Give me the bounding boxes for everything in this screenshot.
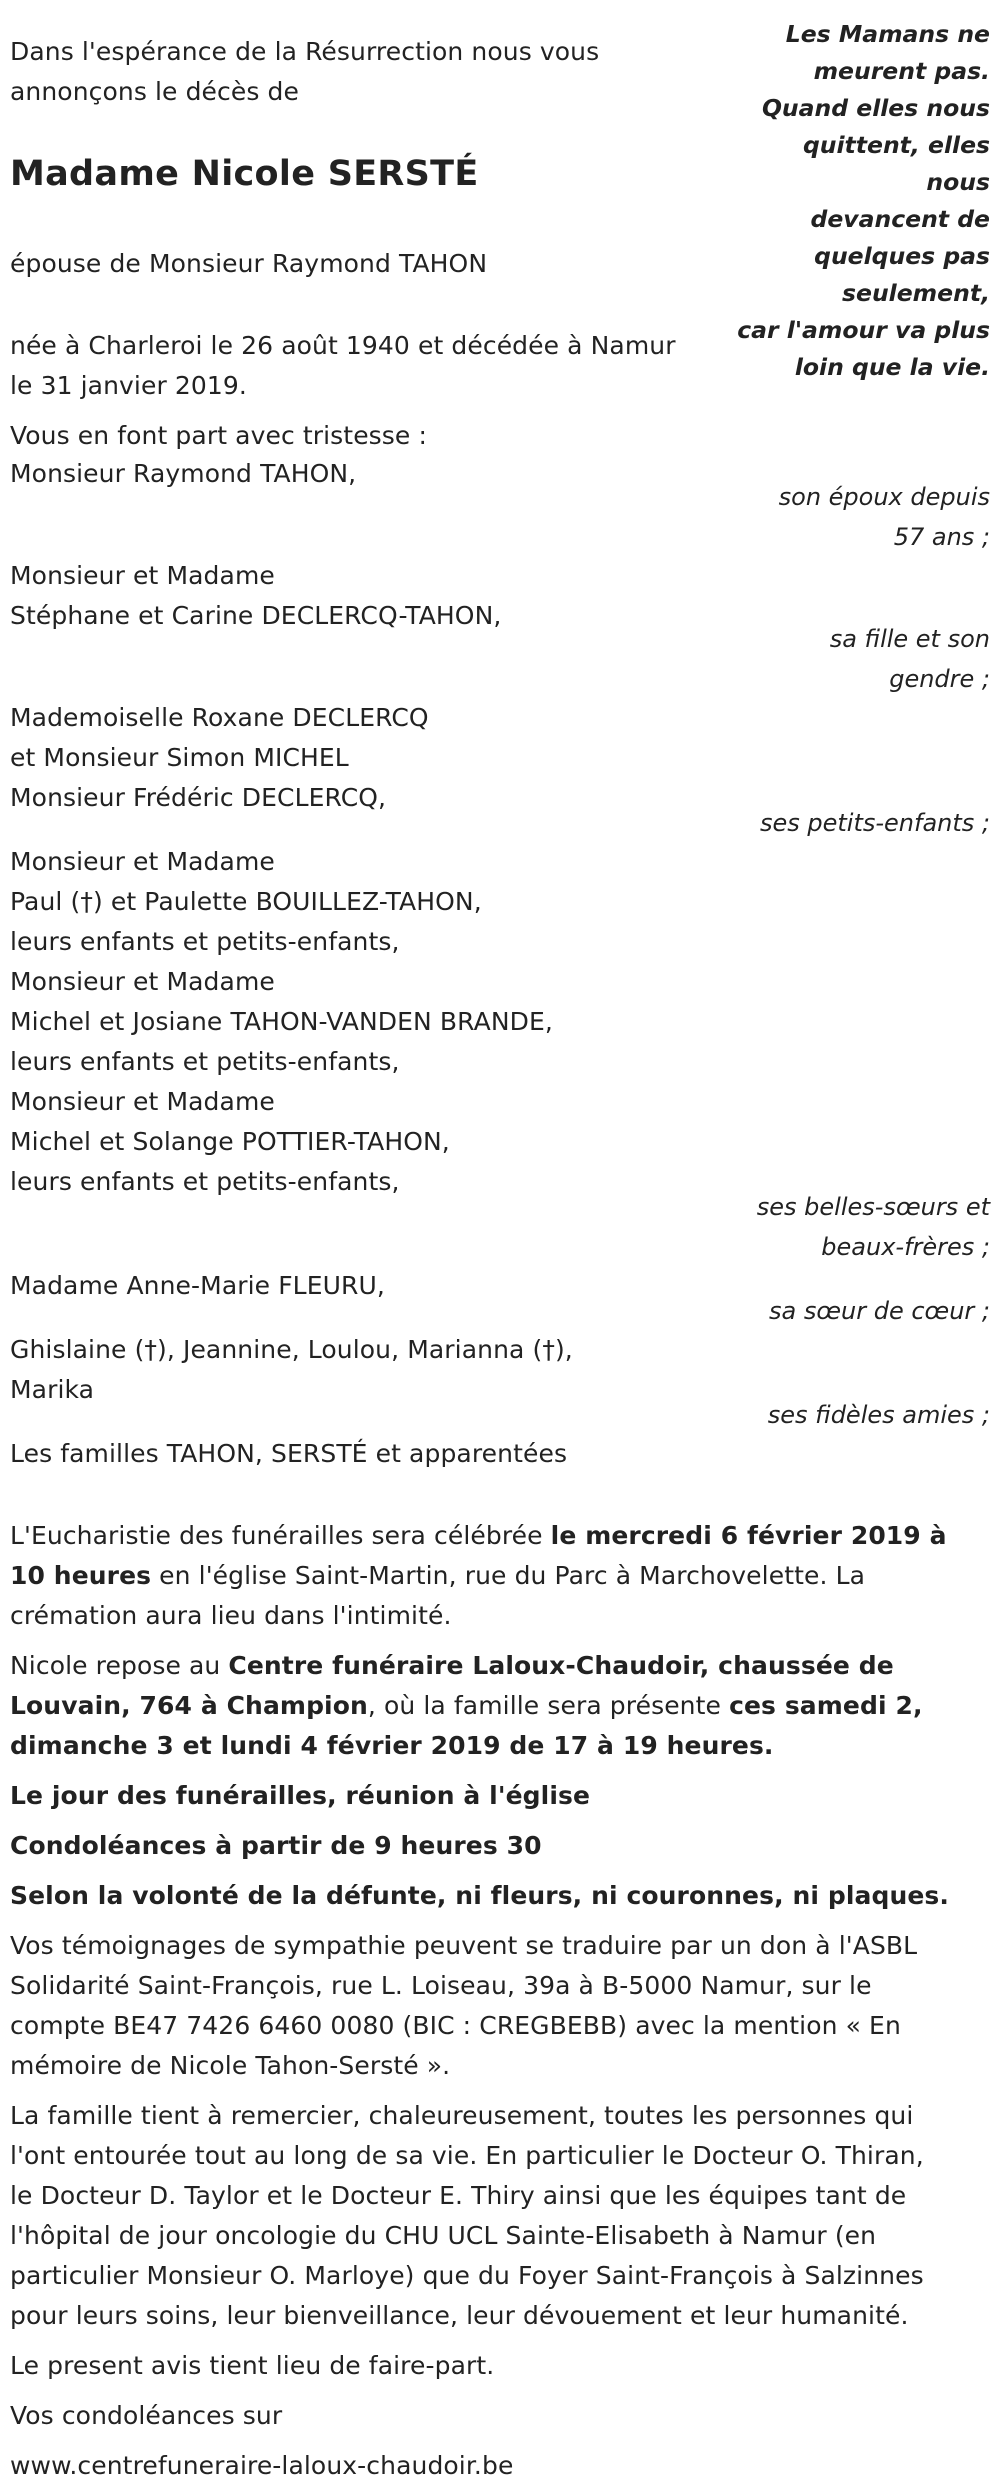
family-group-4: leurs enfants et petits-enfants, <box>10 927 400 956</box>
relation-label: sa sœur de cœur ; <box>768 1297 990 1325</box>
poem-line: quittent, elles <box>802 131 990 159</box>
relation-label: ses petits-enfants ; <box>759 809 990 837</box>
spouse-line: épouse de Monsieur Raymond TAHON <box>10 249 488 278</box>
family-group-4: Monsieur et Madame <box>10 967 275 996</box>
relation-label: son époux depuis <box>778 483 990 511</box>
relation-label: gendre ; <box>889 665 990 693</box>
deceased-name: Madame Nicole SERSTÉ <box>10 154 479 194</box>
repose-line-3: dimanche 3 et lundi 4 février 2019 de 17 à 19 heures. <box>10 1731 774 1760</box>
repose-line-1 <box>10 1646 894 1686</box>
thanks-line: particulier Monsieur O. Marloye) que du Foyer Saint-François à Salzinnes <box>10 2261 924 2290</box>
relation-label: beaux-frères ; <box>821 1233 990 1261</box>
poem-line: meurent pas. <box>813 57 990 85</box>
family-group-5: Madame Anne-Marie FLEURU, <box>10 1271 385 1300</box>
intro-line-1: Dans l'espérance de la Résurrection nous vous <box>10 37 600 66</box>
donation-line: compte BE47 7426 6460 0080 (BIC : CREGBEBB) avec la mention « En <box>10 2011 901 2040</box>
condolences-label: Vos condoléances sur <box>10 2401 283 2430</box>
family-group-7: Les familles TAHON, SERSTÉ et apparentées <box>10 1439 568 1468</box>
ceremony-line-1 <box>10 1516 947 1556</box>
family-group-4: Monsieur et Madame <box>10 847 275 876</box>
poem-line: Les Mamans ne <box>785 20 990 48</box>
ceremony-text: en l'église Saint-Martin, rue du Parc à Marchovelette. La <box>151 1561 866 1590</box>
repose-place: Centre funéraire Laloux-Chaudoir, chaussée de <box>228 1651 894 1680</box>
repose-place: Louvain, 764 à Champion <box>10 1691 368 1720</box>
birth-line-1: née à Charleroi le 26 août 1940 et décédée à Namur <box>10 331 676 360</box>
relation-label: ses belles-sœurs et <box>756 1193 990 1221</box>
ceremony-text: L'Eucharistie des funérailles sera célébrée <box>10 1521 551 1550</box>
donation-line: Solidarité Saint-François, rue L. Loiseau, 39a à B-5000 Namur, sur le <box>10 1971 872 2000</box>
family-group-3: Monsieur Frédéric DECLERCQ, <box>10 783 387 812</box>
donation-line: mémoire de Nicole Tahon-Sersté ». <box>10 2051 451 2080</box>
poem-line: car l'amour va plus <box>737 316 990 344</box>
ceremony-line-3: crémation aura lieu dans l'intimité. <box>10 1601 452 1630</box>
family-group-3: et Monsieur Simon MICHEL <box>10 743 349 772</box>
thanks-line: l'hôpital de jour oncologie du CHU UCL Sainte-Elisabeth à Namur (en <box>10 2221 877 2250</box>
faire-part-line: Le present avis tient lieu de faire-part. <box>10 2351 495 2380</box>
thanks-line: l'ont entourée tout au long de sa vie. En particulier le Docteur O. Thiran, <box>10 2141 924 2170</box>
family-group-1: Monsieur Raymond TAHON, <box>10 459 357 488</box>
poem-line: Quand elles nous <box>761 94 990 122</box>
relation-label: 57 ans ; <box>893 523 990 551</box>
family-group-6: Marika <box>10 1375 95 1404</box>
relation-label: ses fidèles amies ; <box>767 1401 990 1429</box>
website-link[interactable]: www.centrefuneraire-laloux-chaudoir.be <box>10 2451 514 2480</box>
poem-quote <box>690 16 990 386</box>
poem-line: quelques pas <box>814 242 990 270</box>
family-group-4: leurs enfants et petits-enfants, <box>10 1047 400 1076</box>
poem-line: seulement, <box>842 279 990 307</box>
family-group-4: leurs enfants et petits-enfants, <box>10 1167 400 1196</box>
family-group-3: Mademoiselle Roxane DECLERCQ <box>10 703 429 732</box>
family-group-2: Monsieur et Madame <box>10 561 275 590</box>
poem-line: devancent de <box>810 205 990 233</box>
repose-line-2 <box>10 1686 923 1726</box>
poem-line: loin que la vie. <box>794 353 990 381</box>
thanks-line: pour leurs soins, leur bienveillance, leur dévouement et leur humanité. <box>10 2301 909 2330</box>
meeting-notice: Le jour des funérailles, réunion à l'église <box>10 1781 591 1810</box>
flowers-wish: Selon la volonté de la défunte, ni fleurs, ni couronnes, ni plaques. <box>10 1881 950 1910</box>
family-group-4: Monsieur et Madame <box>10 1087 275 1116</box>
repose-text: , où la famille sera présente <box>367 1691 730 1720</box>
relation-label: sa fille et son <box>829 625 990 653</box>
ceremony-line-2 <box>10 1556 865 1596</box>
repose-dates: ces samedi 2, <box>729 1691 923 1720</box>
thanks-line: le Docteur D. Taylor et le Docteur E. Thiry ainsi que les équipes tant de <box>10 2181 907 2210</box>
family-group-6: Ghislaine (†), Jeannine, Loulou, Marianna (†), <box>10 1335 573 1364</box>
condolences-time: Condoléances à partir de 9 heures 30 <box>10 1831 542 1860</box>
family-group-4: Michel et Josiane TAHON-VANDEN BRANDE, <box>10 1007 553 1036</box>
poem-line: nous <box>926 168 990 196</box>
repose-text: Nicole repose au <box>10 1651 229 1680</box>
donation-line: Vos témoignages de sympathie peuvent se traduire par un don à l'ASBL <box>10 1931 918 1960</box>
ceremony-time: 10 heures <box>10 1561 152 1590</box>
birth-line-2: le 31 janvier 2019. <box>10 371 247 400</box>
family-group-2: Stéphane et Carine DECLERCQ-TAHON, <box>10 601 502 630</box>
announce-line: Vous en font part avec tristesse : <box>10 421 427 450</box>
family-group-4: Paul (†) et Paulette BOUILLEZ-TAHON, <box>10 887 482 916</box>
thanks-line: La famille tient à remercier, chaleureusement, toutes les personnes qui <box>10 2101 914 2130</box>
family-group-4: Michel et Solange POTTIER-TAHON, <box>10 1127 450 1156</box>
ceremony-date: le mercredi 6 février 2019 à <box>550 1521 947 1550</box>
intro-line-2: annonçons le décès de <box>10 77 299 106</box>
